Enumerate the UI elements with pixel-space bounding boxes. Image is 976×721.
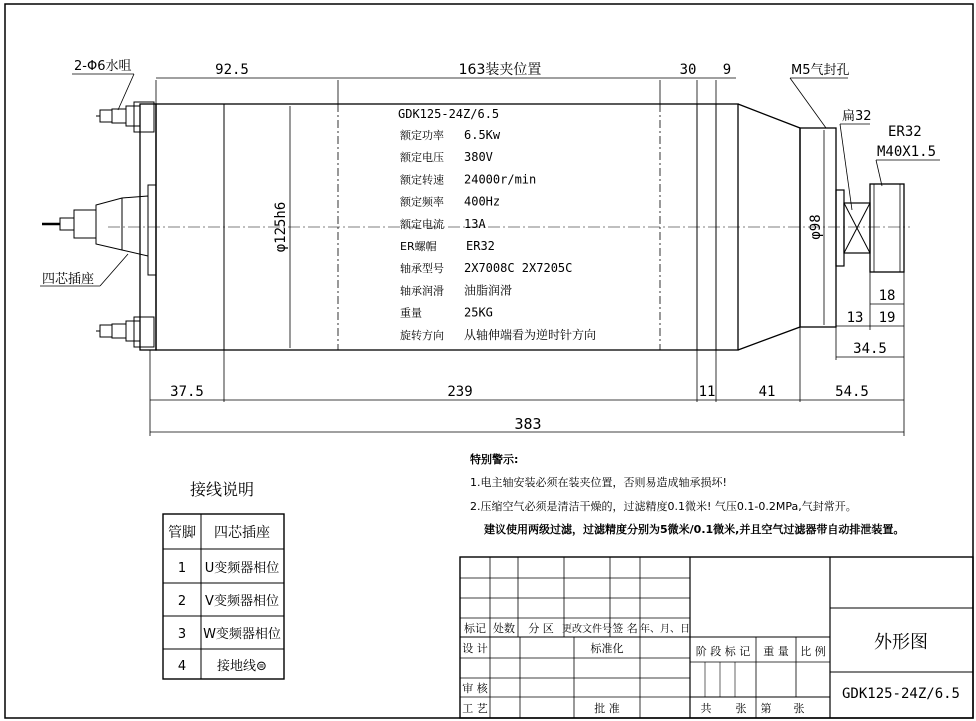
spec-value: 2X7008C 2X7205C (464, 261, 573, 276)
wiring-desc-1: U变频器相位 (204, 561, 280, 576)
tb-date: 年、月、日 (640, 624, 690, 635)
tb-mark: 标记 (464, 622, 486, 635)
flat-label: 扁32 (842, 109, 872, 124)
drawing-name: 外形图 (874, 632, 928, 653)
dim-163-clamp: 163装夹位置 (458, 62, 542, 78)
spec-value: 13A (464, 216, 486, 231)
tb-zone: 分 区 (528, 622, 554, 635)
spec-value: 400Hz (464, 194, 501, 209)
spec-value: 6.5Kw (464, 128, 501, 142)
tb-sheet-no: 第 (760, 702, 772, 715)
spec-key: ER螺帽 (400, 240, 437, 253)
tb-sheets-2: 张 (793, 702, 805, 715)
spec-key: 重量 (400, 306, 422, 320)
spec-value: ER32 (466, 239, 495, 253)
spec-key: 额定功率 (400, 129, 444, 142)
spec-value: 油脂润滑 (464, 283, 513, 298)
dim-41: 41 (758, 384, 776, 400)
connector-label: 四芯插座 (42, 272, 95, 287)
thread-label: M40X1.5 (877, 144, 937, 160)
spec-value: 24000r/min (464, 172, 537, 187)
tb-scale: 比 例 (800, 645, 826, 658)
warning-title: 特别警示: (470, 453, 519, 466)
spec-key: 轴承润滑 (400, 284, 444, 298)
air-seal-label: M5气封孔 (791, 63, 850, 78)
spec-value: 从轴伸端看为逆时针方向 (464, 327, 597, 342)
tb-total: 共 (700, 702, 712, 715)
dim-54-5: 54.5 (835, 384, 869, 400)
warning-line-2: 2.压缩空气必须是清洁干燥的，过滤精度0.1微米! 气压0.1-0.2MPa,气封常开。 (470, 500, 857, 513)
dim-92-5: 92.5 (215, 62, 249, 78)
tb-count: 处数 (493, 622, 515, 635)
dim-239: 239 (447, 384, 473, 400)
spec-value: 380V (464, 150, 493, 165)
nose-diameter-label: φ98 (808, 214, 824, 240)
wiring-header-pin: 管脚 (168, 525, 196, 541)
spec-key: 额定转速 (400, 173, 444, 187)
spec-key: 轴承型号 (400, 262, 444, 276)
wiring-desc-4: 接地线⊜ (217, 659, 267, 674)
dim-19: 19 (878, 310, 896, 326)
wiring-pin-3: 3 (177, 627, 187, 642)
body-diameter-label: φ125h6 (273, 201, 289, 253)
water-nozzle-label: 2-Φ6水咀 (74, 59, 132, 74)
wiring-header-socket: 四芯插座 (214, 525, 270, 541)
collet-label: ER32 (888, 124, 922, 140)
wiring-desc-3: W变频器相位 (203, 627, 281, 642)
tb-signature: 签 名 (612, 622, 638, 635)
tb-sheets: 张 (735, 702, 747, 715)
warning-line-1: 1.电主轴安装必须在装夹位置，否则易造成轴承损坏! (470, 476, 727, 489)
tb-weight: 重 量 (763, 645, 789, 658)
dim-18: 18 (878, 288, 896, 304)
spec-key: 额定电流 (400, 217, 444, 231)
dim-383: 383 (514, 415, 542, 433)
tb-design: 设 计 (462, 642, 488, 655)
drawing-code: GDK125-24Z/6.5 (841, 686, 961, 702)
tb-standard: 标准化 (590, 642, 624, 655)
model-label: GDK125-24Z/6.5 (398, 107, 500, 121)
wiring-pin-4: 4 (177, 659, 187, 674)
spec-list (400, 128, 596, 342)
tb-review: 审 核 (462, 682, 488, 695)
wiring-title: 接线说明 (189, 480, 255, 499)
wiring-pin-1: 1 (177, 561, 187, 576)
spec-key: 额定频率 (400, 195, 444, 209)
dim-34-5: 34.5 (853, 341, 887, 357)
dim-9: 9 (722, 62, 732, 78)
spec-key: 旋转方向 (400, 328, 444, 342)
warning-line-3: 建议使用两级过滤，过滤精度分别为5微米/0.1微米,并且空气过滤器带自动排泄装置。 (484, 523, 905, 536)
tb-process: 工 艺 (462, 702, 488, 715)
tb-approve: 批 准 (594, 702, 620, 715)
wiring-desc-2: V变频器相位 (205, 594, 279, 609)
wiring-pin-2: 2 (177, 594, 187, 609)
dim-11: 11 (698, 384, 716, 400)
tb-change-doc: 更改文件号 (562, 624, 612, 635)
dim-13: 13 (846, 310, 864, 326)
spec-value: 25KG (464, 305, 493, 320)
spec-key: 额定电压 (400, 151, 444, 165)
tb-stage: 阶 段 标 记 (695, 645, 751, 658)
dim-30: 30 (679, 62, 697, 78)
dim-37-5: 37.5 (170, 384, 204, 400)
